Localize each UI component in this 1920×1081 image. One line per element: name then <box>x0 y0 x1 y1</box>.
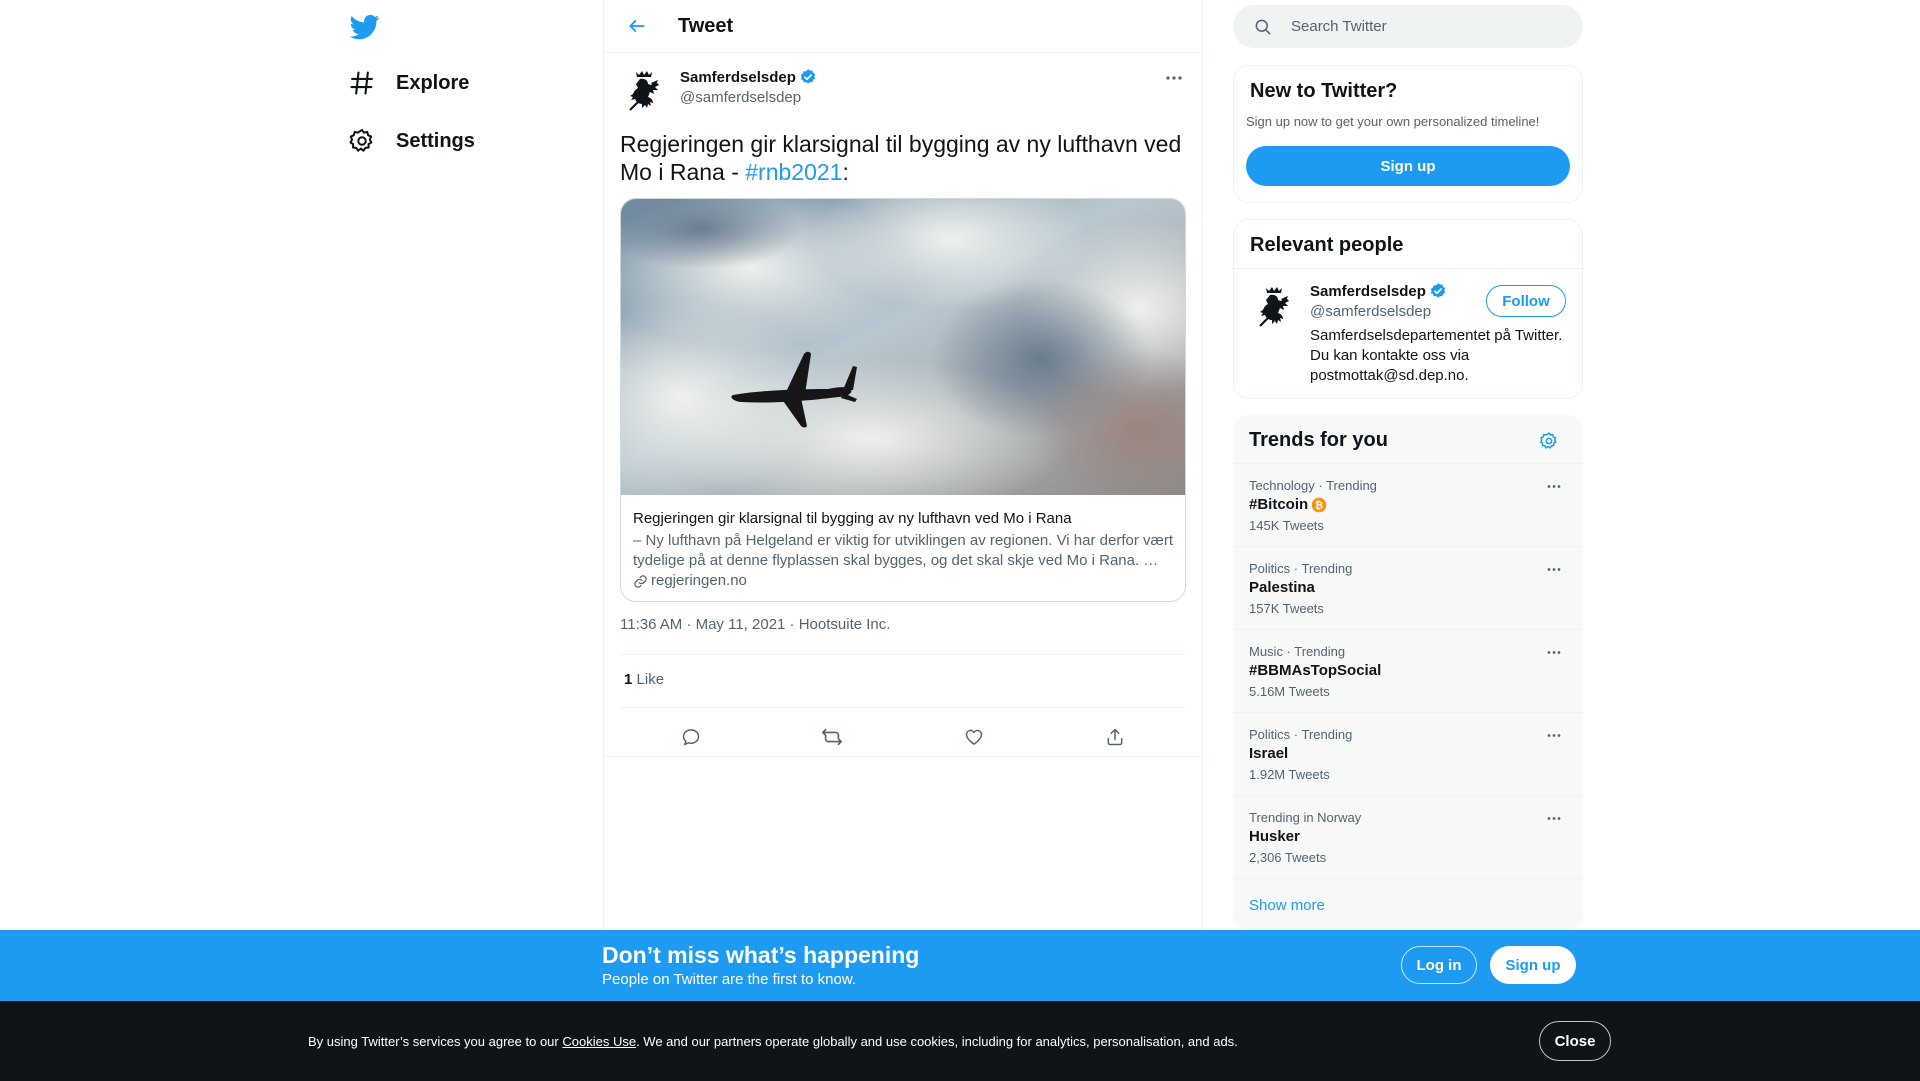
retweet-icon <box>821 726 843 748</box>
signup-button[interactable]: Sign up <box>1246 146 1570 186</box>
author-name[interactable]: Samferdselsdep <box>680 68 796 86</box>
gear-icon <box>1539 431 1559 451</box>
divider <box>1233 878 1583 879</box>
card-image[interactable] <box>621 199 1186 495</box>
trend-count: 145K Tweets <box>1249 518 1324 533</box>
trend-item[interactable] <box>1233 629 1583 712</box>
signup-panel <box>1233 65 1583 203</box>
card-domain <box>633 571 1173 591</box>
tweet-timestamp[interactable]: 11:36 AM · May 11, 2021 · Hootsuite Inc. <box>620 616 891 633</box>
nav-label-settings: Settings <box>396 129 475 152</box>
cookie-prefix: By using Twitter’s services you agree to our <box>308 1034 563 1049</box>
cookies-use-link[interactable]: Cookies Use <box>562 1034 637 1049</box>
author-avatar[interactable] <box>620 66 668 114</box>
reply-button[interactable] <box>672 718 710 756</box>
signup-banner <box>0 930 1920 1001</box>
arrow-left-icon <box>627 16 647 36</box>
trend-more-button[interactable] <box>1541 725 1567 745</box>
relevant-name[interactable]: Samferdselsdep <box>1310 282 1426 300</box>
link-card[interactable] <box>620 198 1186 602</box>
trend-count: 1.92M Tweets <box>1249 767 1330 782</box>
card-domain-text: regjeringen.no <box>651 572 747 589</box>
ellipsis-icon <box>1165 75 1183 81</box>
hashtag-icon <box>348 69 376 97</box>
like-button[interactable] <box>955 718 993 756</box>
svg-text:₿: ₿ <box>1315 499 1324 511</box>
nav-label-explore: Explore <box>396 71 470 94</box>
trend-category: Trending in Norway <box>1249 810 1362 825</box>
banner-signup-button[interactable]: Sign up <box>1490 946 1576 984</box>
relevant-people-title: Relevant people <box>1250 234 1404 256</box>
trend-more-button[interactable] <box>1541 559 1567 579</box>
tweet-text-end: : <box>842 159 849 185</box>
ellipsis-icon <box>1546 567 1562 572</box>
relevant-handle[interactable]: @samferdselsdep <box>1310 303 1432 320</box>
trend-count: 5.16M Tweets <box>1249 684 1330 699</box>
reply-icon <box>681 727 701 747</box>
trend-name: #BBMAsTopSocial <box>1249 662 1382 679</box>
trend-more-button[interactable] <box>1541 476 1567 496</box>
ellipsis-icon <box>1546 816 1562 821</box>
trend-name: Israel <box>1249 745 1289 762</box>
card-body <box>633 509 1173 591</box>
signup-panel-subtitle: Sign up now to get your own personalized timeline! <box>1246 114 1540 129</box>
trend-count: 157K Tweets <box>1249 601 1324 616</box>
relevant-people-panel <box>1233 219 1583 399</box>
trend-item[interactable] <box>1233 463 1583 546</box>
trend-count: 2,306 Tweets <box>1249 850 1327 865</box>
trend-item[interactable] <box>1233 712 1583 795</box>
more-options-button[interactable] <box>1162 68 1186 88</box>
like-count-label: Like <box>636 671 665 688</box>
norway-lion-coat-of-arms-icon <box>624 68 664 112</box>
ellipsis-icon <box>1546 484 1562 489</box>
link-icon <box>633 574 648 589</box>
close-cookie-button[interactable]: Close <box>1539 1021 1611 1061</box>
retweet-button[interactable] <box>813 718 851 756</box>
search-input[interactable] <box>1291 18 1551 35</box>
trend-item[interactable] <box>1233 546 1583 629</box>
heart-icon <box>964 727 984 747</box>
tweet-header <box>604 0 1202 53</box>
trend-name: Palestina <box>1249 579 1315 596</box>
banner-subtitle: People on Twitter are the first to know. <box>602 971 857 988</box>
cookie-text <box>308 1034 1238 1049</box>
ellipsis-icon <box>1546 733 1562 738</box>
banner-title: Don’t miss what’s happening <box>602 942 920 968</box>
nav-item-explore[interactable] <box>348 59 469 107</box>
cookie-suffix: . We and our partners operate globally and use cookies, including for analytics, personalisation, and ads. <box>636 1034 1238 1049</box>
hashtag-link[interactable]: #rnb2021 <box>745 159 843 185</box>
search-icon <box>1253 17 1273 37</box>
share-button[interactable] <box>1096 718 1134 756</box>
verified-badge-icon <box>1429 282 1447 300</box>
twitter-logo-icon[interactable] <box>350 12 380 42</box>
trend-item[interactable] <box>1233 795 1583 878</box>
divider <box>620 654 1186 655</box>
trends-settings-button[interactable] <box>1533 427 1565 455</box>
nav-item-settings[interactable] <box>348 117 475 165</box>
trend-category: Technology · Trending <box>1249 478 1377 493</box>
trend-category: Politics · Trending <box>1249 561 1353 576</box>
tweet-column <box>603 0 1203 930</box>
share-icon <box>1105 727 1125 747</box>
tweet-body: Regjeringen gir klarsignal til bygging av ny lufthavn ved Mo i Rana - <box>620 131 1182 185</box>
bitcoin-icon <box>1311 497 1327 513</box>
ellipsis-icon <box>1546 650 1562 655</box>
trend-name <box>1249 496 1327 513</box>
verified-badge-icon <box>799 68 817 86</box>
trend-category: Politics · Trending <box>1249 727 1353 742</box>
page-title: Tweet <box>678 14 734 37</box>
norway-lion-coat-of-arms-icon <box>1254 284 1294 328</box>
gear-icon <box>348 127 376 155</box>
card-description: – Ny lufthavn på Helgeland er viktig for utviklingen av regionen. Vi har derfor vært tydelige på at denne flyplassen skal bygges, og det skal skje ved Mo i Rana. … <box>633 532 1174 569</box>
card-title: Regjeringen gir klarsignal til bygging av ny lufthavn ved Mo i Rana <box>633 510 1072 527</box>
search-box[interactable] <box>1233 5 1583 48</box>
follow-button[interactable]: Follow <box>1486 285 1566 317</box>
cookie-banner <box>0 1001 1920 1081</box>
likes-count[interactable] <box>624 671 664 688</box>
tweet-actions <box>620 718 1186 756</box>
trend-name: Husker <box>1249 828 1300 845</box>
trends-panel <box>1233 415 1583 930</box>
divider <box>1234 268 1582 269</box>
show-more-link[interactable]: Show more <box>1249 897 1325 914</box>
like-count-number: 1 <box>624 671 633 688</box>
relevant-avatar[interactable] <box>1250 282 1298 330</box>
trend-name-text: #Bitcoin <box>1249 496 1309 513</box>
tweet-text <box>620 130 1190 186</box>
relevant-bio: Samferdselsdepartementet på Twitter. Du kan kontakte oss via postmottak@sd.dep.no. <box>1310 327 1563 384</box>
trend-more-button[interactable] <box>1541 642 1567 662</box>
signup-panel-title: New to Twitter? <box>1250 80 1398 102</box>
trend-category: Music · Trending <box>1249 644 1346 659</box>
divider <box>620 707 1186 708</box>
login-button[interactable]: Log in <box>1401 946 1477 984</box>
back-button[interactable] <box>620 9 654 43</box>
trends-title: Trends for you <box>1249 429 1388 451</box>
divider <box>604 756 1202 757</box>
author-handle[interactable]: @samferdselsdep <box>680 89 802 106</box>
trend-more-button[interactable] <box>1541 808 1567 828</box>
